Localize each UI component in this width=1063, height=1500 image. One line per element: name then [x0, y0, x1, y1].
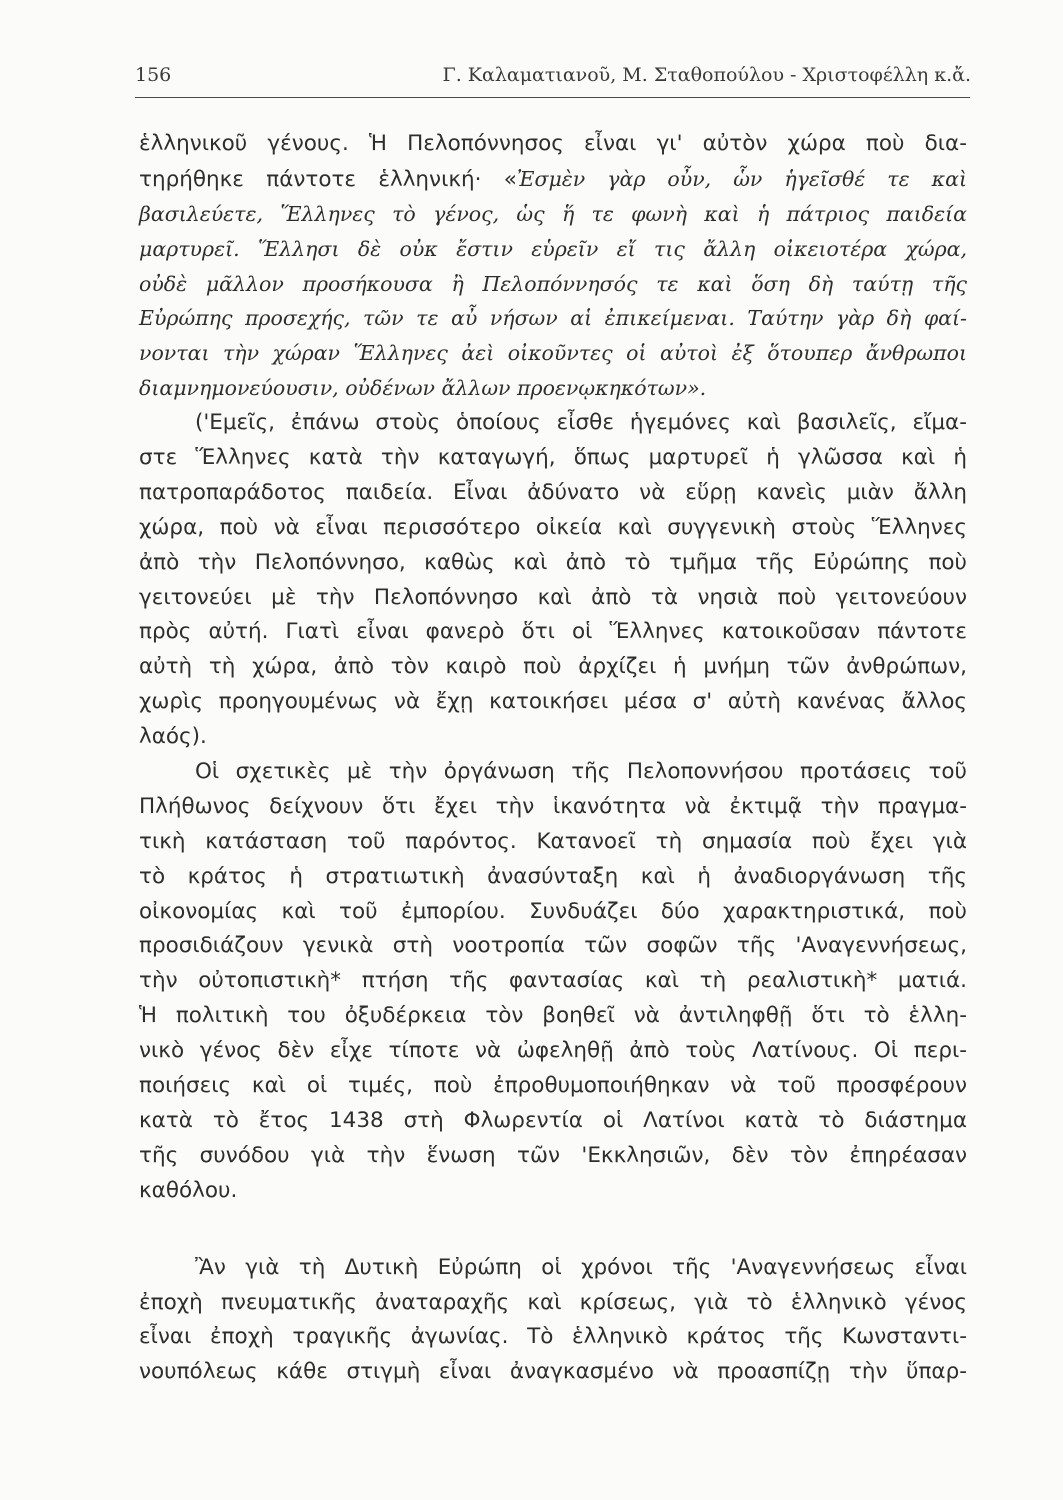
text-line: κατὰ τὸ ἔτος 1438 στὴ Φλωρεντία οἱ Λατίνοι κατὰ τὸ διάστημα: [139, 1107, 967, 1133]
running-head: Γ. Καλαματιανοῦ, Μ. Σταθοπούλου - Χριστοφέλλη κ.ἄ.: [442, 64, 971, 86]
text-line: Ἡ πολιτικὴ του ὀξυδέρκεια τὸν βοηθεῖ νὰ ἀντιληφθῇ ὅτι τὸ ἑλλη-: [139, 1003, 967, 1029]
text-line: λαός).: [139, 724, 207, 750]
text-line: Ἂν γιὰ τὴ Δυτικὴ Εὐρώπη οἱ χρόνοι τῆς 'Αναγεννήσεως εἶναι: [195, 1254, 967, 1280]
text-line: τῆς συνόδου γιὰ τὴν ἕνωση τῶν 'Εκκλησιῶν, δὲν τὸν ἐπηρέασαν: [139, 1142, 967, 1168]
text-line: πατροπαράδοτος παιδεία. Εἶναι ἀδύνατο νὰ εὕρῃ κανεὶς μιὰν ἄλλη: [139, 479, 967, 505]
text-line: οἰκονομίας καὶ τοῦ ἐμπορίου. Συνδυάζει δύο χαρακτηριστικά, ποὺ: [139, 898, 967, 924]
text-line: εἶναι ἐποχὴ τραγικῆς ἀγωνίας. Τὸ ἑλληνικὸ κράτος τῆς Κωνσταντι-: [139, 1324, 967, 1350]
text-line: ἀπὸ τὴν Πελοπόννησο, καθὼς καὶ ἀπὸ τὸ τμῆμα τῆς Εὐρώπης ποὺ: [139, 549, 967, 575]
text-line: αὐτὴ τὴ χώρα, ἀπὸ τὸν καιρὸ ποὺ ἀρχίζει ἡ μνήμη τῶν ἀνθρώπων,: [139, 654, 967, 680]
quote-line: βασιλεύετε, Ἕλληνες τὸ γένος, ὡς ἥ τε φωνὴ καὶ ἡ πάτριος παιδεία: [139, 201, 967, 226]
page-number: 156: [135, 64, 172, 86]
paragraph-3: [139, 755, 967, 1209]
text-line: χωρὶς προηγουμένως νὰ ἔχῃ κατοικήσει μέσα σ' αὐτὴ κανένας ἄλλος: [139, 689, 967, 715]
paragraph-1: [139, 127, 967, 406]
text-line: ἑλληνικοῦ γένους. Ἡ Πελοπόννησος εἶναι γι' αὐτὸν χώρα ποὺ δια-: [139, 131, 967, 156]
text-line: τηρήθηκε πάντοτε ἑλληνική· «Ἐσμὲν γὰρ οὖν, ὧν ἡγεῖσθέ τε καὶ: [139, 166, 967, 192]
text-line: Πλήθωνος δείχνουν ὅτι ἔχει τὴν ἱκανότητα νὰ ἐκτιμᾷ τὴν πραγμα-: [139, 793, 967, 819]
paragraph-2: [139, 406, 967, 755]
paragraph-4: [139, 1251, 967, 1391]
text-line: γειτονεύει μὲ τὴν Πελοπόννησο καὶ ἀπὸ τὰ νησιὰ ποὺ γειτονεύουν: [139, 584, 967, 610]
text-line: ποιήσεις καὶ οἱ τιμές, ποὺ ἐπροθυμοποιήθηκαν νὰ τοῦ προσφέρουν: [139, 1073, 967, 1099]
quote-line: διαμνημονεύουσιν, οὐδένων ἄλλων προενῳκηκότων».: [139, 376, 707, 401]
text-line: νουπόλεως κάθε στιγμὴ εἶναι ἀναγκασμένο νὰ προασπίζῃ τὴν ὕπαρ-: [139, 1359, 967, 1385]
text-line: τὴν οὐτοπιστικὴ* πτήση τῆς φαντασίας καὶ τὴ ρεαλιστικὴ* ματιά.: [139, 968, 967, 994]
text-line: προσιδιάζουν γενικὰ στὴ νοοτροπία τῶν σοφῶν τῆς 'Αναγεννήσεως,: [139, 933, 967, 959]
quote-line: οὐδὲ μᾶλλον προσήκουσα ἢ Πελοπόννησός τε καὶ ὅση δὴ ταύτῃ τῆς: [139, 271, 967, 296]
quote-line: νονται τὴν χώραν Ἕλληνες ἀεὶ οἰκοῦντες οἱ αὐτοὶ ἐξ ὅτουπερ ἄνθρωποι: [139, 341, 967, 366]
page-header: [135, 64, 971, 96]
text-line: νικὸ γένος δὲν εἶχε τίποτε νὰ ὠφεληθῇ ἀπὸ τοὺς Λατίνους. Οἱ περι-: [139, 1038, 967, 1064]
text-line: τικὴ κατάσταση τοῦ παρόντος. Κατανοεῖ τὴ σημασία ποὺ ἔχει γιὰ: [139, 828, 967, 854]
body-text: [139, 127, 967, 1390]
text-line: Οἱ σχετικὲς μὲ τὴν ὀργάνωση τῆς Πελοποννήσου προτάσεις τοῦ: [195, 759, 967, 785]
quote-line: μαρτυρεῖ. Ἕλλησι δὲ οὐκ ἔστιν εὑρεῖν εἴ τις ἄλλη οἰκειοτέρα χώρα,: [139, 236, 967, 261]
text-line: ἐποχὴ πνευματικῆς ἀναταραχῆς καὶ κρίσεως, γιὰ τὸ ἑλληνικὸ γένος: [139, 1289, 967, 1315]
header-rule: [135, 97, 970, 98]
text-line: ('Εμεῖς, ἐπάνω στοὺς ὁποίους εἶσθε ἡγεμόνες καὶ βασιλεῖς, εἴμα-: [195, 410, 967, 436]
text-line: χώρα, ποὺ νὰ εἶναι περισσότερο οἰκεία καὶ συγγενικὴ στοὺς Ἕλληνες: [139, 514, 967, 540]
text-line: πρὸς αὐτή. Γιατὶ εἶναι φανερὸ ὅτι οἱ Ἕλληνες κατοικοῦσαν πάντοτε: [139, 619, 967, 645]
text-line: στε Ἕλληνες κατὰ τὴν καταγωγή, ὅπως μαρτυρεῖ ἡ γλῶσσα καὶ ἡ: [139, 445, 967, 471]
text-line: καθόλου.: [139, 1177, 238, 1203]
quote-line: Εὐρώπης προσεχής, τῶν τε αὖ νήσων αἱ ἐπικείμεναι. Ταύτην γὰρ δὴ φαί-: [139, 306, 967, 331]
paragraph-gap: [139, 1209, 967, 1251]
text-line: τὸ κράτος ἡ στρατιωτικὴ ἀνασύνταξη καὶ ἡ ἀναδιοργάνωση τῆς: [139, 863, 967, 889]
